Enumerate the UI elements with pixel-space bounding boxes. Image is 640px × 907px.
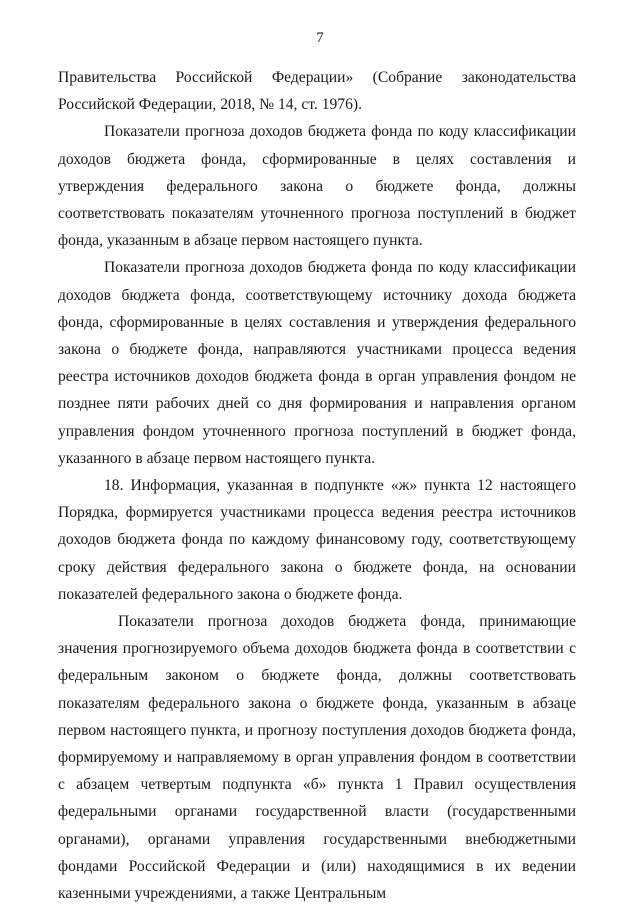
document-body (58, 64, 576, 907)
paragraph-continuation: Правительства Российской Федерации» (Собрание законодательства Российской Федерации, 2018, № 14, ст. 1976). (58, 69, 576, 114)
page-number: 7 (316, 30, 324, 46)
paragraph-forecast-values: Показатели прогноза доходов бюджета фонда, принимающие значения прогнозируемого объема доходов бюджета фонда в соответствии с федеральным законом о бюджете фонда, должны соответствовать показателям федерального закона о бюджете фонда, указанным в абзаце первом настоящего пункта, и прогнозу поступления доходов бюджета фонда, формируемому и направляемому в орган управления фондом в соответствии с абзацем четвертым подпункта «б» пункта 1 Правил осуществления федеральными органами государственной власти (государственными органами), органами управления государственными внебюджетными фондами Российской Федерации и (или) находящимися в их ведении казенными учреждениями, а также Центральным (58, 613, 576, 903)
paragraph-forecast-submission: Показатели прогноза доходов бюджета фонда по коду классификации доходов бюджета фонда, соответствующему источнику дохода бюджета фонда, сформированные в целях составления и утверждения федерального закона о бюджете фонда, направляются участниками процесса ведения реестра источников доходов бюджета фонда в орган управления фондом не позднее пяти рабочих дней со дня формирования и направления органом управления фондом уточненного прогноза поступлений в бюджет фонда, указанного в абзаце первом настоящего пункта. (58, 259, 576, 467)
paragraph-forecast-classification: Показатели прогноза доходов бюджета фонда по коду классификации доходов бюджета фонда, сформированные в целях составления и утверждения федерального закона о бюджете фонда, должны соответствовать показателям уточненного прогноза поступлений в бюджет фонда, указанным в абзаце первом настоящего пункта. (58, 123, 576, 250)
paragraph-item-18: 18. Информация, указанная в подпункте «ж» пункта 12 настоящего Порядка, формируется участниками процесса ведения реестра источников доходов бюджета фонда по каждому финансовому году, соответствующему сроку действия федерального закона о бюджете фонда, на основании показателей федерального закона о бюджете фонда. (58, 477, 576, 603)
